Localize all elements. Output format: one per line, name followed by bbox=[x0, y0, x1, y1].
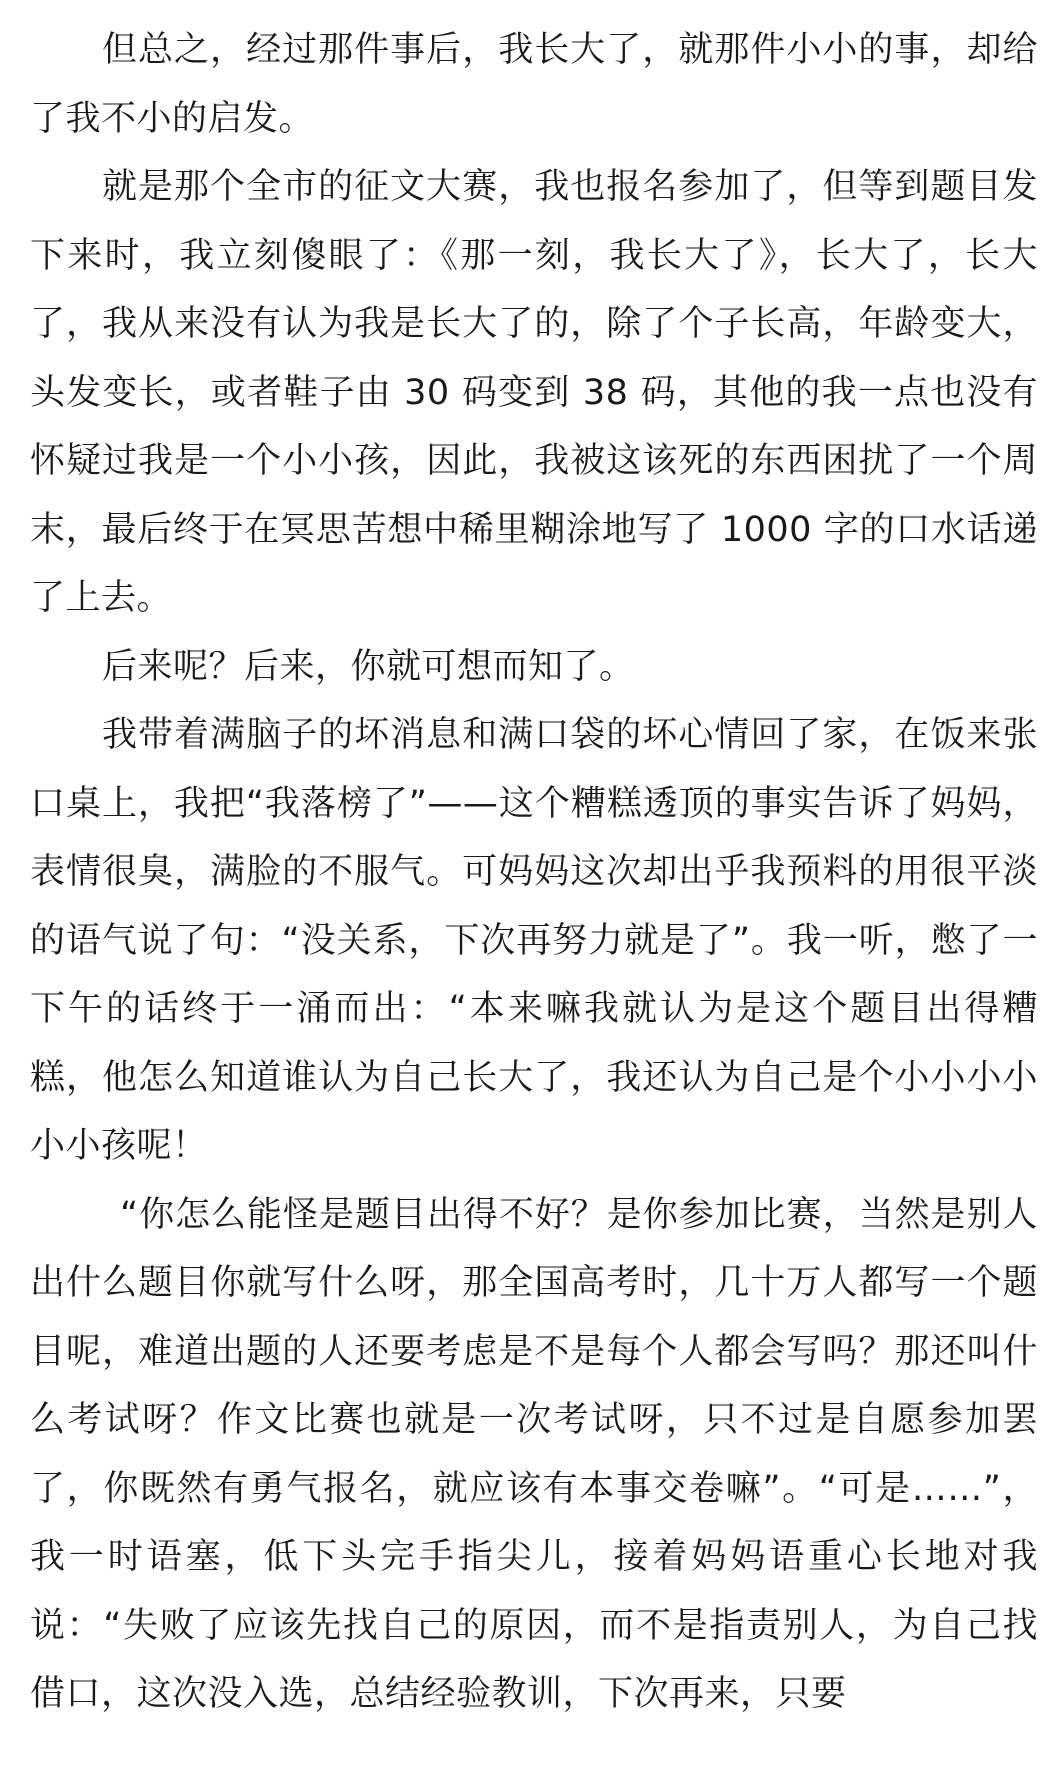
paragraph-conclusion: 但总之，经过那件事后，我长大了，就那件小小的事，却给了我不小的启发。 bbox=[30, 30, 1038, 139]
paragraph-afterwards: 后来呢？后来，你就可想而知了。 bbox=[102, 646, 635, 687]
paragraph-mother-advice: “你怎么能怪是题目出得不好？是你参加比赛，当然是别人出什么题目你就写什么呀，那全国高考时，几十万人都写一个题目呢，难道出题的人还要考虑是不是每个人都会写吗？那还叫什么考试呀？作文比赛也就是一次考试呀，只不过是自愿参加罢了，你既然有勇气报名，就应该有本事交卷嘛”。“可是……”，我一时语塞，低下头完手指尖儿，接着妈妈语重心长地对我说：“失败了应该先找自己的原因，而不是指责别人，为自己找借口，这次没入选，总结经验教训，下次再来，只要 bbox=[30, 1194, 1038, 1714]
paragraph-dinner-table: 我带着满脑子的坏消息和满口袋的坏心情回了家，在饭来张口桌上，我把“我落榜了”——这个糟糕透顶的事实告诉了妈妈，表情很臭，满脸的不服气。可妈妈这次却出乎我预料的用很平淡的语气说了句：“没关系，下次再努力就是了”。我一听，憋了一下午的话终于一涌而出：“本来嘛我就认为是这个题目出得糟糕，他怎么知道谁认为自己长大了，我还认为自己是个小小小小小小孩呢！ bbox=[30, 715, 1038, 1166]
paragraph-essay-contest: 就是那个全市的征文大赛，我也报名参加了，但等到题目发下来时，我立刻傻眼了：《那一刻，我长大了》，长大了，长大了，我从来没有认为我是长大了的，除了个子长高，年龄变大，头发变长，或者鞋子由 30 码变到 38 码，其他的我一点也没有怀疑过我是一个小小孩，因此，我被这该死的东西困扰了一个周末，最后终于在冥思苦想中稀里糊涂地写了 1000 字的口水话递了上去。 bbox=[30, 167, 1038, 618]
